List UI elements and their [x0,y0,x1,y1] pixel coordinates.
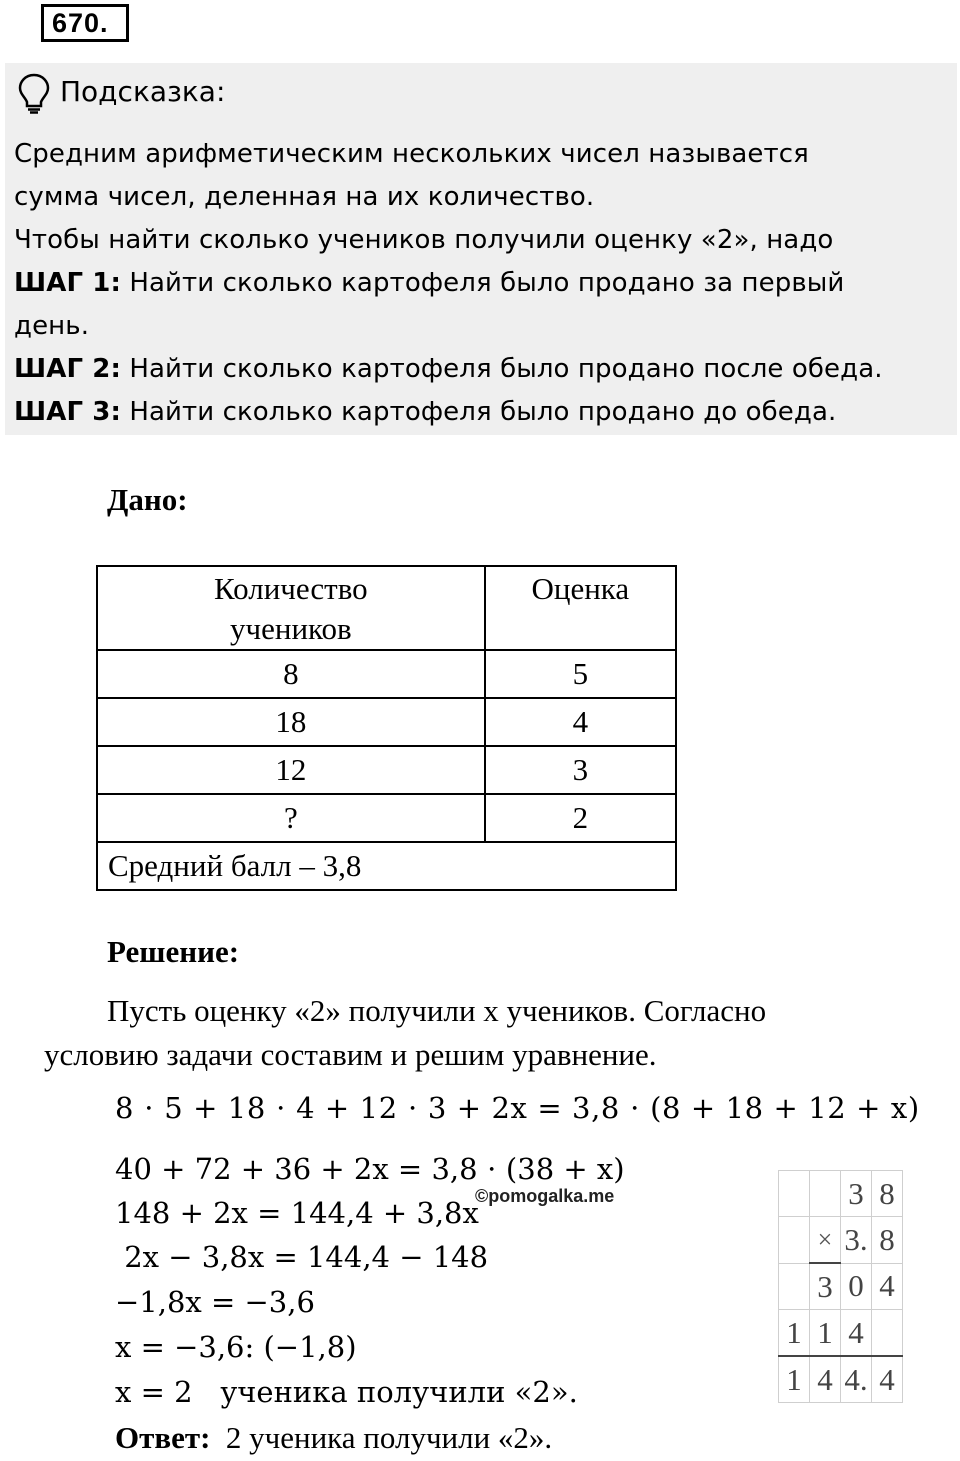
solution-title: Решение: [107,934,240,969]
hint-box [5,63,957,435]
mult-cell: 8 [872,1171,903,1217]
table-cell: 2 [485,794,676,842]
table-cell: 4 [485,698,676,746]
equation-line: x = −3,6: (−1,8) [115,1330,357,1364]
solution-intro-line: условию задачи составим и решим уравнение. [44,1037,657,1072]
table-cell: 18 [97,698,485,746]
hint-title: Подсказка: [60,75,226,108]
mult-cell: 4 [872,1263,903,1310]
mult-row [779,1310,903,1357]
table-header-grade: Оценка [485,566,676,650]
solution-intro-line: Пусть оценку «2» получили х учеников. Согласно [107,993,767,1028]
mult-cell: 0 [841,1263,872,1310]
mult-cell [779,1171,810,1217]
equation-line: 8 ⋅ 5 + 18 ⋅ 4 + 12 ⋅ 3 + 2x = 3,8 ⋅ (8 + 18 + 12 + x) [115,1091,920,1125]
table-row [97,746,676,794]
mult-cell: 3 [841,1171,872,1217]
mult-row [779,1171,903,1217]
multiply-sign: × [810,1217,841,1264]
answer [115,1420,552,1456]
equation-line: −1,8x = −3,6 [115,1285,315,1319]
mult-cell [810,1171,841,1217]
table-cell: 3 [485,746,676,794]
mult-cell: 1 [779,1356,810,1403]
column-multiplication [778,1170,903,1403]
mult-cell: 8 [872,1217,903,1264]
average-score: Средний балл – 3,8 [97,842,676,890]
table-row [97,698,676,746]
answer-label: Ответ: [115,1420,211,1455]
mult-cell: 3. [841,1217,872,1264]
mult-row [779,1263,903,1310]
given-title: Дано: [107,482,188,517]
table-cell: 8 [97,650,485,698]
mult-cell [779,1263,810,1310]
given-table [96,565,677,891]
mult-cell: 4 [872,1356,903,1403]
table-header-count: Количество учеников [97,566,485,650]
hint-step-2: ШАГ 2: Найти сколько картофеля было продано после обеда. [14,354,883,384]
mult-row [779,1217,903,1264]
table-cell: ? [97,794,485,842]
hint-step-1: ШАГ 1: Найти сколько картофеля было продано за первый [14,268,845,298]
table-cell: 5 [485,650,676,698]
table-row [97,650,676,698]
mult-cell [872,1310,903,1357]
table-cell: 12 [97,746,485,794]
mult-row [779,1356,903,1403]
mult-cell: 1 [779,1310,810,1357]
hint-line: Чтобы найти сколько учеников получили оценку «2», надо [14,225,834,255]
lightbulb-icon [17,72,51,114]
hint-line: день. [14,311,90,341]
mult-cell: 3 [810,1263,841,1310]
answer-text: 2 ученика получили «2». [210,1420,553,1455]
mult-cell: 1 [810,1310,841,1357]
hint-line: Средним арифметическим нескольких чисел называется [14,139,809,169]
mult-cell: 4 [810,1356,841,1403]
table-row [97,842,676,890]
equation-line: 148 + 2x = 144,4 + 3,8x [115,1196,479,1230]
mult-cell [779,1217,810,1264]
mult-cell: 4 [841,1310,872,1357]
equation-line: 2x − 3,8x = 144,4 − 148 [115,1240,489,1274]
table-row [97,794,676,842]
watermark: ©pomogalka.me [475,1186,615,1206]
equation-line: x = 2 ученика получили «2». [115,1375,578,1409]
mult-cell: 4. [841,1356,872,1403]
equation-line: 40 + 72 + 36 + 2x = 3,8 ⋅ (38 + x) [115,1152,625,1186]
hint-line: сумма чисел, деленная на их количество. [14,182,595,212]
hint-step-3: ШАГ 3: Найти сколько картофеля было продано до обеда. [14,397,837,427]
task-number: 670. [41,4,129,42]
